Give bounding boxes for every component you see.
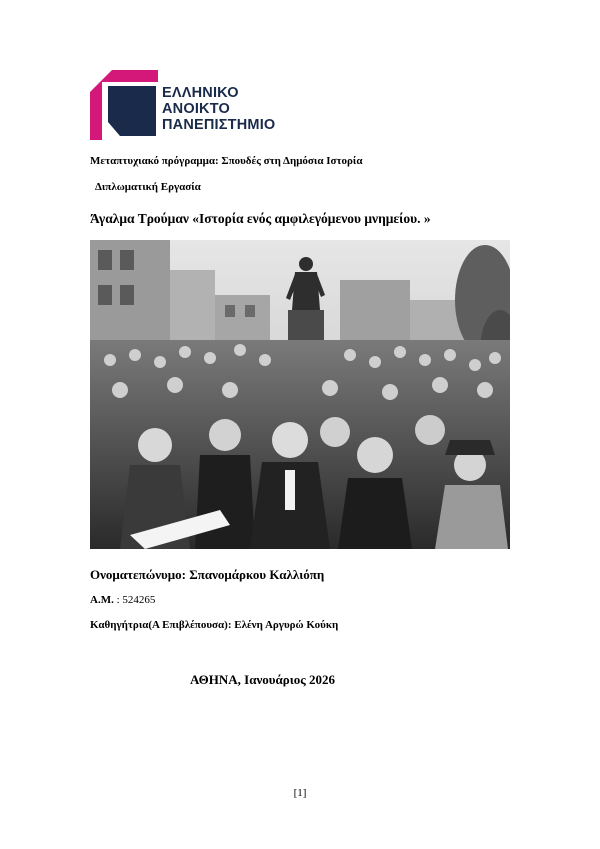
student-id-label: Α.Μ. — [90, 594, 114, 606]
student-id-line — [90, 594, 155, 606]
page-number: [1] — [293, 787, 307, 799]
university-logo-text — [162, 85, 275, 133]
document-type: Διπλωματική Εργασία — [95, 181, 201, 193]
university-logo-mark-icon — [90, 70, 158, 140]
author-name: Σπανομάρκου Καλλιόπη — [189, 567, 325, 582]
student-id-value: : 524265 — [113, 594, 156, 606]
place-date: ΑΘΗΝΑ, Ιανουάριος 2026 — [190, 672, 335, 687]
advisor-line: Καθηγήτρια(Α Επιβλέπουσα): Ελένη Αργυρώ Κούκη — [90, 619, 339, 631]
program-name: Μεταπτυχιακό πρόγραμμα: Σπουδές στη Δημόσια Ιστορία — [90, 155, 363, 167]
university-logo — [90, 70, 290, 140]
logo-line-3: ΠΑΝΕΠΙΣΤΗΜΙΟ — [162, 117, 276, 133]
logo-line-2: ΑΝΟΙΚΤΟ — [162, 101, 230, 117]
author-line — [90, 567, 324, 583]
crowd-statue-photo-illustration — [90, 240, 510, 549]
logo-line-1: ΕΛΛΗΝΙΚΟ — [162, 85, 239, 101]
author-label: Ονοματεπώνυμο: — [90, 567, 186, 582]
historical-photo — [90, 240, 510, 549]
thesis-title: Άγαλμα Τρούμαν «Ιστορία ενός αμφιλεγόμενου μνημείου. » — [90, 211, 431, 226]
